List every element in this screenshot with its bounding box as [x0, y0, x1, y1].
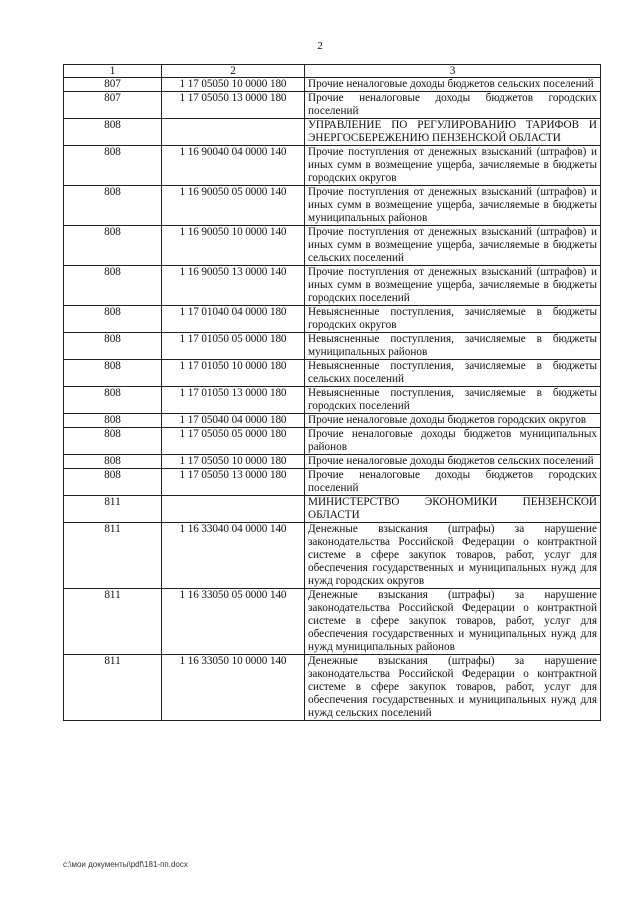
revenue-description-cell: Прочие неналоговые доходы бюджетов городских поселений	[305, 92, 601, 119]
revenue-code-cell: 1 16 33050 10 0000 140	[162, 655, 305, 721]
revenue-description-cell: Прочие неналоговые доходы бюджетов сельских поселений	[305, 78, 601, 92]
header-col-2: 2	[162, 65, 305, 78]
table-row	[64, 333, 601, 360]
table-row	[64, 428, 601, 455]
admin-code-cell: 808	[64, 186, 162, 226]
admin-code-cell: 808	[64, 146, 162, 186]
table-row	[64, 414, 601, 428]
header-col-1: 1	[64, 65, 162, 78]
revenue-code-cell: 1 16 90050 10 0000 140	[162, 226, 305, 266]
revenue-code-cell	[162, 496, 305, 523]
admin-code-cell: 808	[64, 469, 162, 496]
revenue-description-cell: Невыясненные поступления, зачисляемые в бюджеты сельских поселений	[305, 360, 601, 387]
revenue-description-cell: Прочие неналоговые доходы бюджетов городских округов	[305, 414, 601, 428]
revenue-code-cell: 1 17 05050 13 0000 180	[162, 469, 305, 496]
revenue-code-cell: 1 16 33040 04 0000 140	[162, 523, 305, 589]
revenue-description-cell: Прочие поступления от денежных взысканий (штрафов) и иных сумм в возмещение ущерба, зачисляемые в бюджеты городских округов	[305, 146, 601, 186]
table-row	[64, 655, 601, 721]
revenue-codes-table	[63, 64, 601, 721]
revenue-code-cell: 1 16 90050 05 0000 140	[162, 186, 305, 226]
admin-code-cell: 808	[64, 119, 162, 146]
admin-code-cell: 808	[64, 360, 162, 387]
admin-code-cell: 808	[64, 414, 162, 428]
revenue-code-cell: 1 17 05050 10 0000 180	[162, 78, 305, 92]
page-number: 2	[317, 40, 323, 52]
revenue-description-cell: Прочие неналоговые доходы бюджетов городских поселений	[305, 469, 601, 496]
revenue-description-cell: Денежные взыскания (штрафы) за нарушение законодательства Российской Федерации о контрактной системе в сфере закупок товаров, работ, услуг для обеспечения государственных и муниципальных нужд для нужд муниципальных районов	[305, 589, 601, 655]
revenue-code-cell: 1 17 01050 13 0000 180	[162, 387, 305, 414]
revenue-code-cell	[162, 119, 305, 146]
revenue-description-cell: Невыясненные поступления, зачисляемые в бюджеты городских поселений	[305, 387, 601, 414]
admin-code-cell: 808	[64, 428, 162, 455]
revenue-code-cell: 1 17 01040 04 0000 180	[162, 306, 305, 333]
table-row	[64, 266, 601, 306]
admin-code-cell: 811	[64, 655, 162, 721]
table-row	[64, 387, 601, 414]
admin-code-cell: 808	[64, 226, 162, 266]
table-row	[64, 78, 601, 92]
header-col-3: 3	[305, 65, 601, 78]
revenue-description-cell: Невыясненные поступления, зачисляемые в бюджеты городских округов	[305, 306, 601, 333]
revenue-code-cell: 1 16 90040 04 0000 140	[162, 146, 305, 186]
table-row	[64, 146, 601, 186]
revenue-description-cell: Прочие поступления от денежных взысканий (штрафов) и иных сумм в возмещение ущерба, зачисляемые в бюджеты сельских поселений	[305, 226, 601, 266]
revenue-code-cell: 1 16 33050 05 0000 140	[162, 589, 305, 655]
table-row	[64, 360, 601, 387]
admin-code-cell: 811	[64, 523, 162, 589]
table-row	[64, 92, 601, 119]
admin-code-cell: 811	[64, 589, 162, 655]
admin-code-cell: 808	[64, 333, 162, 360]
table-row	[64, 455, 601, 469]
revenue-description-cell: Прочие поступления от денежных взысканий (штрафов) и иных сумм в возмещение ущерба, зачисляемые в бюджеты муниципальных районов	[305, 186, 601, 226]
admin-code-cell: 808	[64, 306, 162, 333]
revenue-code-cell: 1 17 05050 05 0000 180	[162, 428, 305, 455]
revenue-code-cell: 1 17 05050 13 0000 180	[162, 92, 305, 119]
table-row	[64, 469, 601, 496]
administrator-name-cell: УПРАВЛЕНИЕ ПО РЕГУЛИРОВАНИЮ ТАРИФОВ И ЭНЕРГОСБЕРЕЖЕНИЮ ПЕНЗЕНСКОЙ ОБЛАСТИ	[305, 119, 601, 146]
revenue-description-cell: Невыясненные поступления, зачисляемые в бюджеты муниципальных районов	[305, 333, 601, 360]
table-row	[64, 119, 601, 146]
revenue-description-cell: Прочие неналоговые доходы бюджетов сельских поселений	[305, 455, 601, 469]
revenue-description-cell: Денежные взыскания (штрафы) за нарушение законодательства Российской Федерации о контрактной системе в сфере закупок товаров, работ, услуг для обеспечения государственных и муниципальных нужд для нужд сельских поселений	[305, 655, 601, 721]
table-row	[64, 589, 601, 655]
revenue-description-cell: Прочие неналоговые доходы бюджетов муниципальных районов	[305, 428, 601, 455]
admin-code-cell: 808	[64, 266, 162, 306]
admin-code-cell: 807	[64, 78, 162, 92]
revenue-description-cell: Денежные взыскания (штрафы) за нарушение законодательства Российской Федерации о контрактной системе в сфере закупок товаров, работ, услуг для обеспечения государственных и муниципальных нужд для нужд городских округов	[305, 523, 601, 589]
revenue-code-cell: 1 16 90050 13 0000 140	[162, 266, 305, 306]
admin-code-cell: 808	[64, 387, 162, 414]
revenue-code-cell: 1 17 05050 10 0000 180	[162, 455, 305, 469]
revenue-code-cell: 1 17 05040 04 0000 180	[162, 414, 305, 428]
table-header-row	[64, 65, 601, 78]
revenue-code-cell: 1 17 01050 05 0000 180	[162, 333, 305, 360]
table-row	[64, 306, 601, 333]
administrator-name-cell: МИНИСТЕРСТВО ЭКОНОМИКИ ПЕНЗЕНСКОЙ ОБЛАСТИ	[305, 496, 601, 523]
table-row	[64, 226, 601, 266]
table-row	[64, 523, 601, 589]
admin-code-cell: 808	[64, 455, 162, 469]
admin-code-cell: 811	[64, 496, 162, 523]
revenue-description-cell: Прочие поступления от денежных взысканий (штрафов) и иных сумм в возмещение ущерба, зачисляемые в бюджеты городских поселений	[305, 266, 601, 306]
table-row	[64, 496, 601, 523]
table-row	[64, 186, 601, 226]
revenue-code-cell: 1 17 01050 10 0000 180	[162, 360, 305, 387]
admin-code-cell: 807	[64, 92, 162, 119]
document-file-path: c:\мои документы\pdf\181-пп.docx	[63, 860, 188, 869]
table-body	[64, 65, 601, 721]
